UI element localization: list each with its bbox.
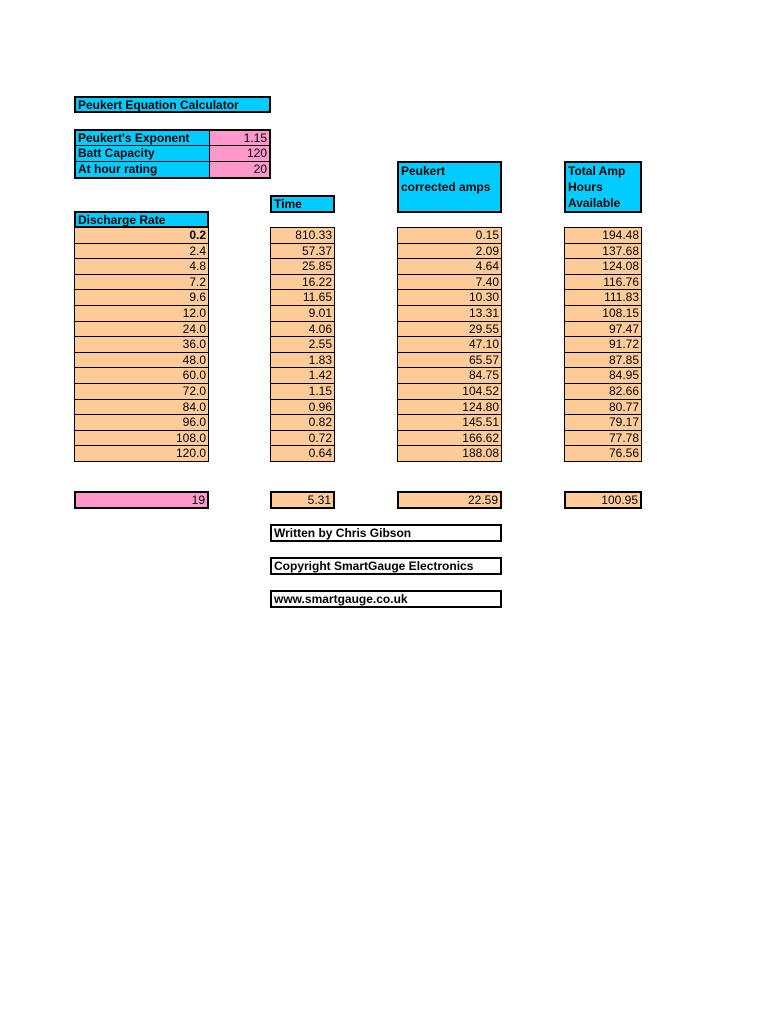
discharge-rate-column bbox=[74, 227, 209, 462]
table-cell: 7.40 bbox=[397, 274, 502, 291]
table-cell: 116.76 bbox=[564, 274, 642, 291]
table-cell: 137.68 bbox=[564, 243, 642, 260]
table-cell: 1.15 bbox=[270, 383, 335, 400]
hour-rating-input[interactable]: 20 bbox=[209, 161, 271, 179]
table-cell: 29.55 bbox=[397, 321, 502, 338]
table-cell: 97.47 bbox=[564, 321, 642, 338]
table-cell: 82.66 bbox=[564, 383, 642, 400]
table-cell: 24.0 bbox=[74, 321, 209, 338]
table-cell: 65.57 bbox=[397, 352, 502, 369]
table-cell: 60.0 bbox=[74, 367, 209, 384]
table-cell: 7.2 bbox=[74, 274, 209, 291]
table-cell: 0.96 bbox=[270, 399, 335, 416]
table-cell: 96.0 bbox=[74, 414, 209, 431]
custom-time-value: 5.31 bbox=[270, 491, 335, 509]
table-cell: 0.64 bbox=[270, 445, 335, 462]
table-cell: 0.15 bbox=[397, 227, 502, 244]
peukert-exponent-input[interactable]: 1.15 bbox=[209, 129, 271, 146]
table-cell: 1.42 bbox=[270, 367, 335, 384]
peukert-amps-header: Peukert corrected amps bbox=[397, 161, 502, 213]
table-cell: 108.15 bbox=[564, 305, 642, 322]
time-column bbox=[270, 227, 335, 462]
table-cell: 188.08 bbox=[397, 445, 502, 462]
peukert-amps-column bbox=[397, 227, 502, 462]
time-header: Time bbox=[270, 195, 335, 213]
table-cell: 0.82 bbox=[270, 414, 335, 431]
table-cell: 2.55 bbox=[270, 336, 335, 353]
table-cell: 87.85 bbox=[564, 352, 642, 369]
table-cell: 72.0 bbox=[74, 383, 209, 400]
page-title: Peukert Equation Calculator bbox=[74, 96, 271, 113]
table-cell: 84.0 bbox=[74, 399, 209, 416]
table-cell: 1.83 bbox=[270, 352, 335, 369]
table-cell: 2.09 bbox=[397, 243, 502, 260]
custom-peukert-value: 22.59 bbox=[397, 491, 502, 509]
table-cell: 4.06 bbox=[270, 321, 335, 338]
table-cell: 9.6 bbox=[74, 289, 209, 306]
table-cell: 13.31 bbox=[397, 305, 502, 322]
table-cell: 166.62 bbox=[397, 430, 502, 447]
discharge-rate-header: Discharge Rate bbox=[74, 211, 209, 228]
hour-rating-label: At hour rating bbox=[74, 161, 210, 179]
batt-capacity-input[interactable]: 120 bbox=[209, 145, 271, 162]
author-note: Written by Chris Gibson bbox=[270, 524, 502, 542]
table-cell: 25.85 bbox=[270, 258, 335, 275]
table-cell: 12.0 bbox=[74, 305, 209, 322]
table-cell: 36.0 bbox=[74, 336, 209, 353]
table-cell: 84.95 bbox=[564, 367, 642, 384]
table-cell: 145.51 bbox=[397, 414, 502, 431]
total-amp-hours-header: Total Amp Hours Available bbox=[564, 161, 642, 213]
table-cell: 810.33 bbox=[270, 227, 335, 244]
table-cell: 16.22 bbox=[270, 274, 335, 291]
total-amp-hours-column bbox=[564, 227, 642, 462]
table-cell: 80.77 bbox=[564, 399, 642, 416]
table-cell: 91.72 bbox=[564, 336, 642, 353]
website-link[interactable]: www.smartgauge.co.uk bbox=[270, 590, 502, 608]
table-cell: 4.8 bbox=[74, 258, 209, 275]
table-cell: 111.83 bbox=[564, 289, 642, 306]
table-cell: 10.30 bbox=[397, 289, 502, 306]
table-cell: 48.0 bbox=[74, 352, 209, 369]
table-cell: 57.37 bbox=[270, 243, 335, 260]
table-cell: 4.64 bbox=[397, 258, 502, 275]
table-cell: 84.75 bbox=[397, 367, 502, 384]
custom-total-value: 100.95 bbox=[564, 491, 642, 509]
table-cell: 9.01 bbox=[270, 305, 335, 322]
copyright-note: Copyright SmartGauge Electronics bbox=[270, 557, 502, 575]
batt-capacity-label: Batt Capacity bbox=[74, 145, 210, 162]
table-cell: 76.56 bbox=[564, 445, 642, 462]
table-cell: 120.0 bbox=[74, 445, 209, 462]
table-cell: 194.48 bbox=[564, 227, 642, 244]
table-cell: 108.0 bbox=[74, 430, 209, 447]
table-cell: 77.78 bbox=[564, 430, 642, 447]
table-cell: 2.4 bbox=[74, 243, 209, 260]
table-cell: 124.08 bbox=[564, 258, 642, 275]
table-cell: 11.65 bbox=[270, 289, 335, 306]
custom-discharge-input[interactable]: 19 bbox=[74, 491, 209, 509]
peukert-exponent-label: Peukert's Exponent bbox=[74, 129, 210, 146]
table-cell: 47.10 bbox=[397, 336, 502, 353]
table-cell: 79.17 bbox=[564, 414, 642, 431]
table-cell: 124.80 bbox=[397, 399, 502, 416]
table-cell[interactable]: 0.2 bbox=[74, 227, 209, 244]
table-cell: 104.52 bbox=[397, 383, 502, 400]
table-cell: 0.72 bbox=[270, 430, 335, 447]
